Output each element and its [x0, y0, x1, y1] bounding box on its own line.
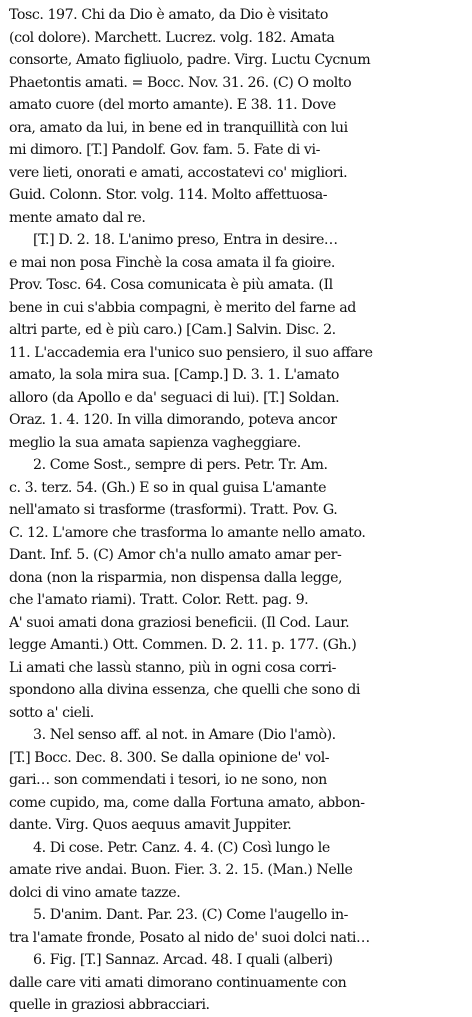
- text-line: A' suoi amati dona graziosi beneficii. (Il Cod. Laur.: [9, 614, 350, 631]
- text-line: alloro (da Apollo e da' seguaci di lui). [T.] Soldan.: [9, 389, 340, 406]
- text-line: 11. L'accademia era l'unico suo pensiero, il suo affare: [9, 344, 373, 361]
- text-line: legge Amanti.) Ott. Commen. D. 2. 11. p. 177. (Gh.): [9, 637, 357, 653]
- text-line: amate rive andai. Buon. Fier. 3. 2. 15. (Man.) Nelle: [9, 862, 353, 878]
- text-line: Li amati che lassù stanno, più in ogni cosa corri-: [9, 659, 336, 676]
- text-line: ora, amato da lui, in bene ed in tranquillità con lui: [9, 119, 348, 136]
- text-line: amato, la sola mira sua. [Camp.] D. 3. 1. L'amato: [9, 367, 339, 383]
- text-line: Guid. Colonn. Stor. volg. 114. Molto affettuosa-: [9, 187, 328, 203]
- text-line: tra l'amate fronde, Posato al nido de' suoi dolci nati…: [9, 929, 370, 946]
- text-line: dolci di vino amate tazze.: [9, 884, 181, 901]
- text-line: dante. Virg. Quos aequus amavit Juppiter.: [9, 817, 292, 833]
- text-line: consorte, Amato figliuolo, padre. Virg. Luctu Cycnum: [9, 52, 371, 68]
- text-line: che l'amato riami). Tratt. Color. Rett. pag. 9.: [9, 592, 309, 608]
- text-line: Oraz. 1. 4. 120. In villa dimorando, poteva ancor: [9, 412, 337, 428]
- text-line: C. 12. L'amore che trasforma lo amante nello amato.: [9, 524, 366, 541]
- text-line: Phaetontis amati. = Bocc. Nov. 31. 26. (C) O molto: [9, 74, 352, 91]
- text-line: quelle in graziosi abbracciari.: [9, 997, 210, 1013]
- text-line: Prov. Tosc. 64. Cosa comunicata è più amata. (Il: [9, 277, 333, 293]
- text-line: c. 3. terz. 54. (Gh.) E so in qual guisa L'amante: [9, 479, 327, 496]
- text-line: mente amato dal re.: [9, 209, 146, 226]
- text-line: mi dimoro. [T.] Pandolf. Gov. fam. 5. Fate di vi-: [9, 142, 320, 158]
- text-line: come cupido, ma, come dalla Fortuna amato, abbon-: [9, 794, 365, 811]
- text-line: sotto a' cieli.: [9, 704, 94, 721]
- text-line: (col dolore). Marchett. Lucrez. volg. 182. Amata: [9, 29, 335, 46]
- text-line: 5. D'anim. Dant. Par. 23. (C) Come l'augello in-: [33, 907, 348, 923]
- text-line: vere lieti, onorati e amati, accostatevi co' migliori.: [9, 164, 348, 181]
- text-line: [T.] D. 2. 18. L'animo preso, Entra in desire…: [33, 232, 338, 248]
- text-line: altri parte, ed è più caro.) [Cam.] Salvin. Disc. 2.: [9, 322, 336, 338]
- text-line: 3. Nel senso aff. al not. in Amare (Dio l'amò).: [33, 727, 336, 743]
- text-line: dalle care viti amati dimorano continuamente con: [9, 974, 347, 991]
- text-line: bene in cui s'abbia compagni, è merito del farne ad: [9, 299, 356, 316]
- text-line: 4. Di cose. Petr. Canz. 4. 4. (C) Così lungo le: [33, 839, 330, 856]
- text-line: 6. Fig. [T.] Sannaz. Arcad. 48. I quali (alberi): [33, 952, 333, 968]
- text-line: gari… son commendati i tesori, io ne sono, non: [9, 772, 327, 788]
- text-line: 2. Come Sost., sempre di pers. Petr. Tr. Am.: [33, 457, 328, 473]
- entry-text: [9, 4, 463, 1017]
- text-line: Tosc. 197. Chi da Dio è amato, da Dio è visitato: [9, 7, 328, 23]
- text-line: e mai non posa Finchè la cosa amata il fa gioire.: [9, 254, 335, 271]
- text-line: spondono alla divina essenza, che quelli che sono di: [9, 682, 361, 698]
- text-line: [T.] Bocc. Dec. 8. 300. Se dalla opinione de' vol-: [9, 749, 330, 766]
- text-line: Dant. Inf. 5. (C) Amor ch'a nullo amato amar per-: [9, 547, 342, 563]
- text-line: nell'amato si trasforme (trasformi). Tratt. Pov. G.: [9, 502, 338, 518]
- text-line: meglio la sua amata sapienza vagheggiare.: [9, 434, 301, 451]
- text-line: amato cuore (del morto amante). E 38. 11. Dove: [9, 97, 336, 113]
- text-line: dona (non la risparmia, non dispensa dalla legge,: [9, 569, 343, 586]
